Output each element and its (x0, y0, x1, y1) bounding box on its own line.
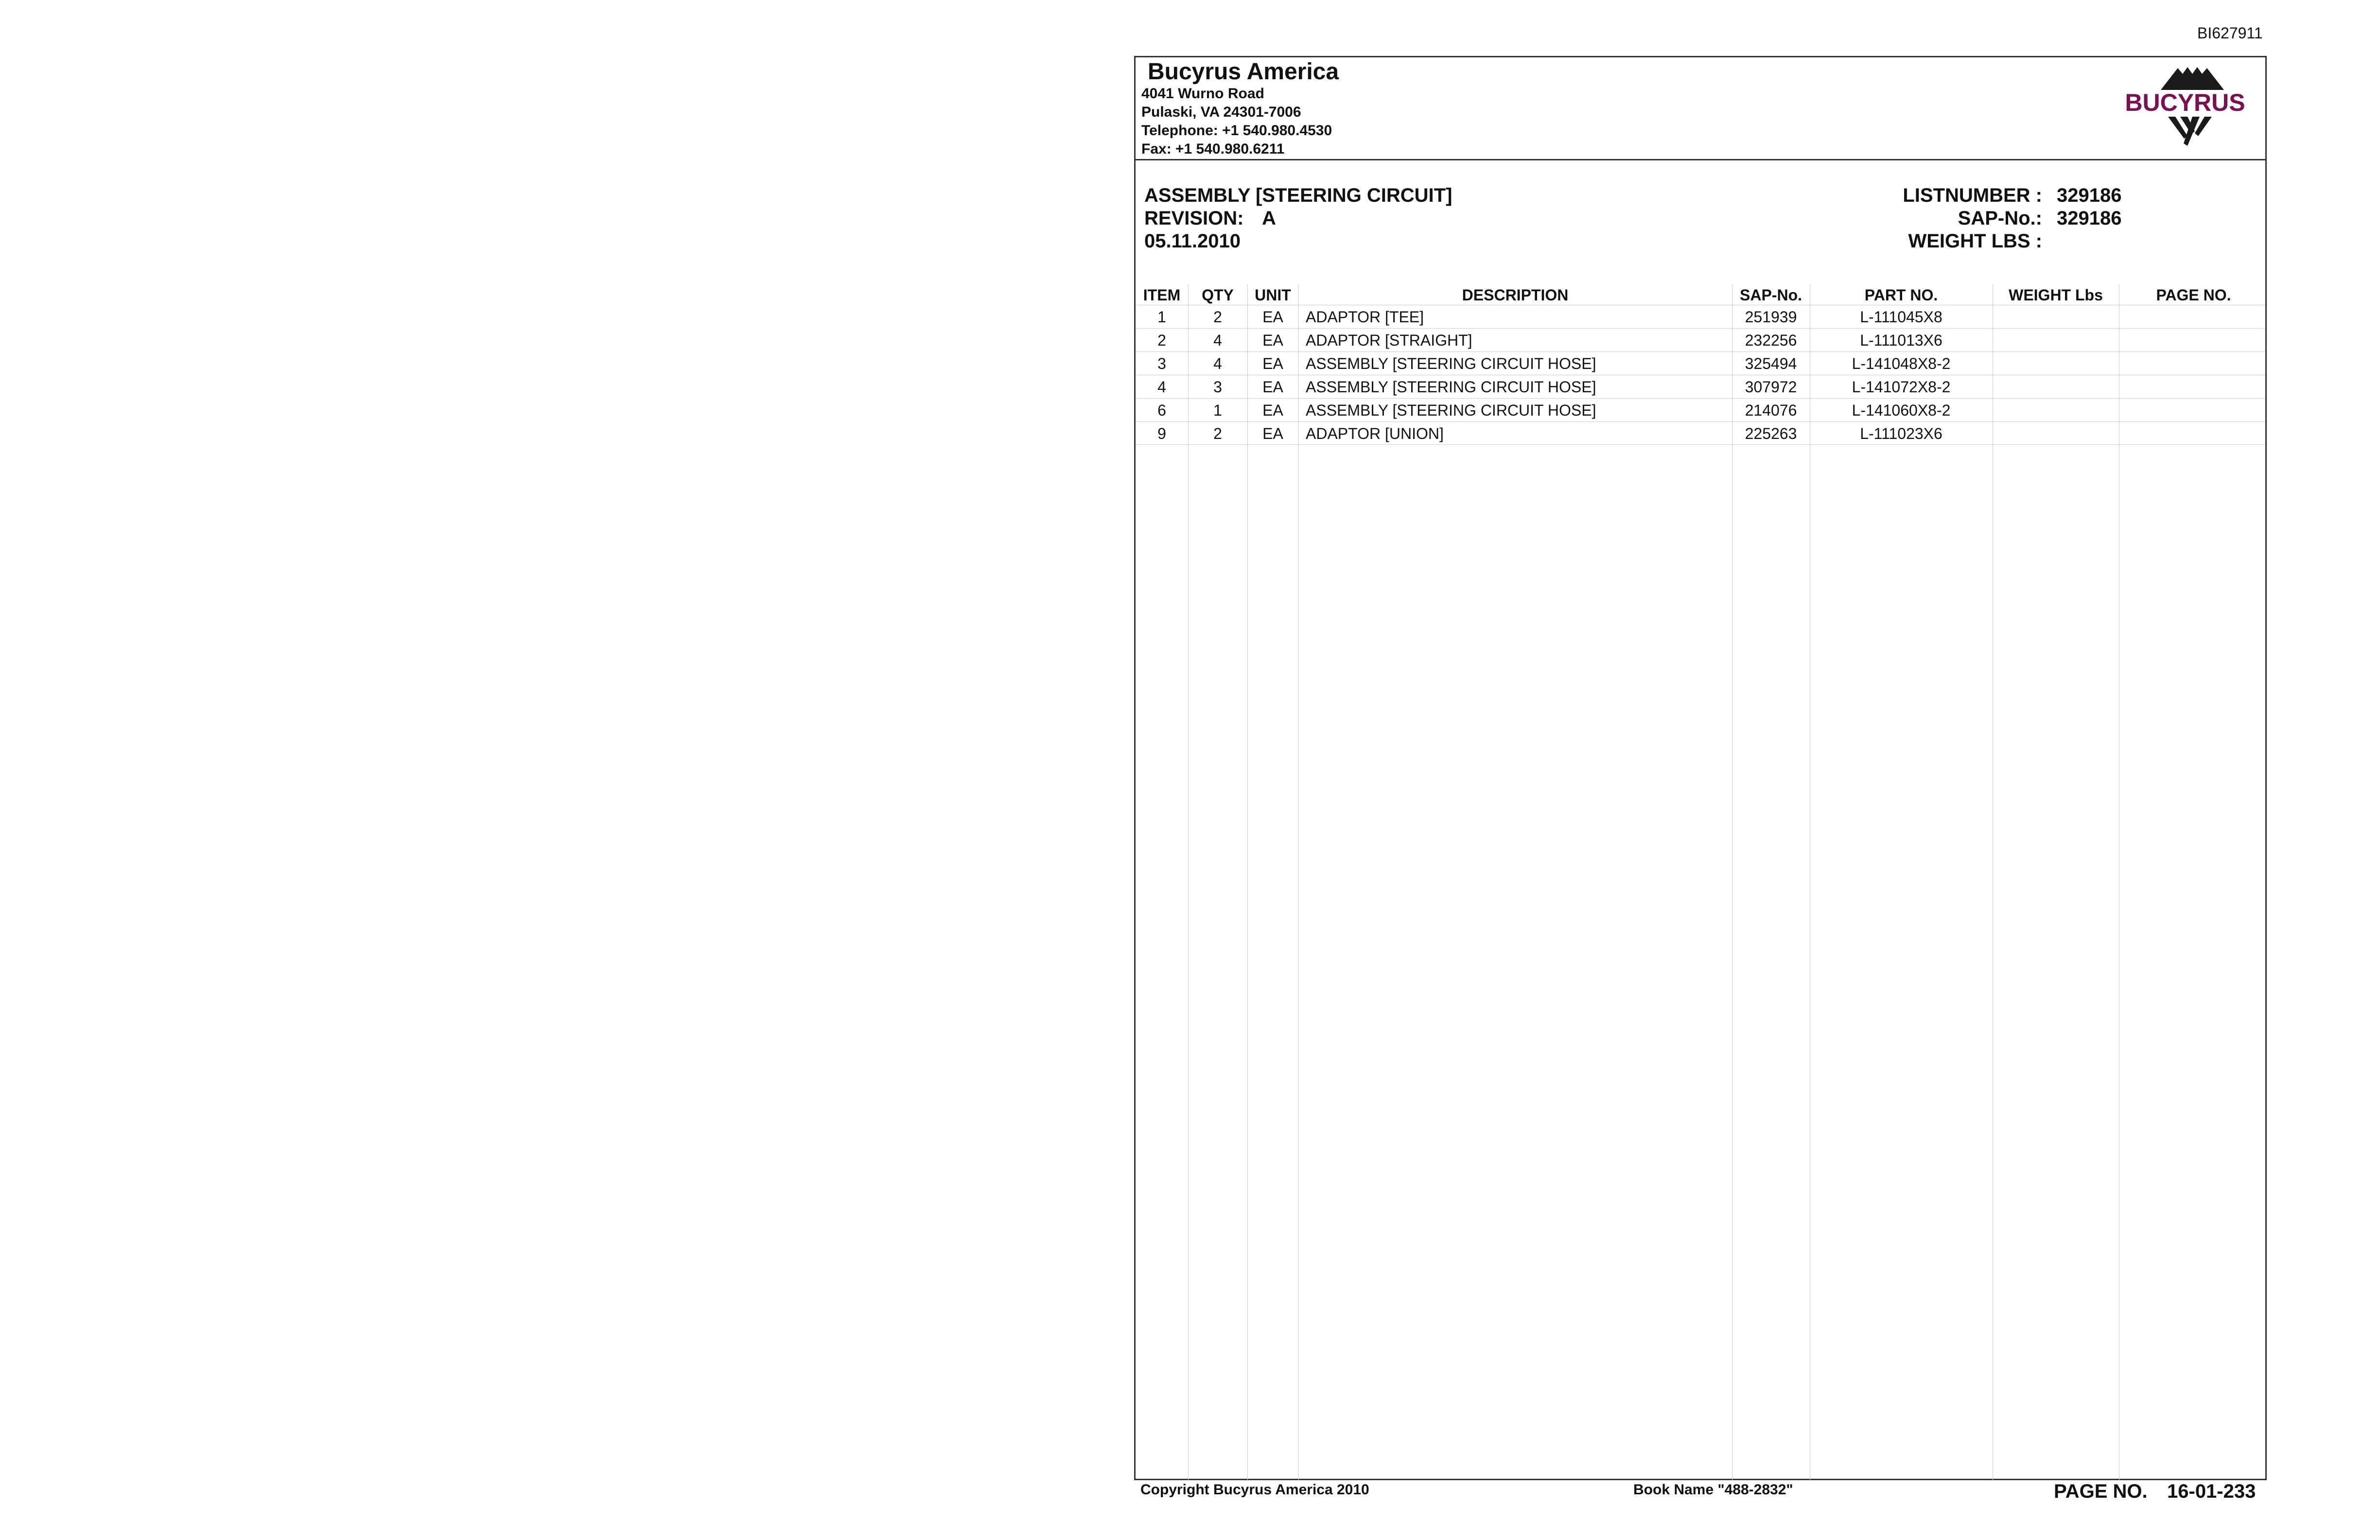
column-header-page-no: PAGE NO. (2156, 286, 2231, 304)
company-telephone: Telephone: +1 540.980.4530 (1141, 122, 1332, 139)
table-header (1136, 284, 2265, 305)
cell-description: ASSEMBLY [STEERING CIRCUIT HOSE] (1306, 355, 1596, 372)
column-header-unit: UNIT (1255, 286, 1291, 304)
company-address-line1: 4041 Wurno Road (1141, 86, 1264, 102)
cell-item: 4 (1157, 378, 1166, 396)
column-header-sap-no: SAP-No. (1740, 286, 1802, 304)
cell-unit: EA (1262, 425, 1283, 442)
footer-page-label: PAGE NO. (2054, 1481, 2148, 1502)
footer-copyright: Copyright Bucyrus America 2010 (1140, 1482, 1369, 1498)
company-name: Bucyrus America (1148, 59, 1339, 85)
company-header (1136, 57, 2265, 160)
cell-part-no: L-141048X8-2 (1852, 355, 1951, 372)
cell-sap-no: 325494 (1745, 355, 1797, 372)
cell-description: ADAPTOR [TEE] (1306, 308, 1424, 326)
cell-description: ADAPTOR [STRAIGHT] (1306, 332, 1472, 349)
parts-list-sheet (1134, 56, 2267, 1480)
footer-page-number: 16-01-233 (2167, 1481, 2256, 1502)
column-divider (1298, 284, 1299, 1480)
logo-wordmark: BUCYRUS (2125, 89, 2245, 116)
revision-value: A (1262, 208, 1276, 229)
sapno-label: SAP-No.: (1958, 208, 2042, 229)
cell-item: 1 (1157, 308, 1166, 326)
cell-item: 3 (1157, 355, 1166, 372)
bucyrus-logo (2115, 63, 2256, 151)
cell-unit: EA (1262, 308, 1283, 326)
cell-item: 6 (1157, 402, 1166, 419)
cell-unit: EA (1262, 355, 1283, 372)
cell-unit: EA (1262, 402, 1283, 419)
cell-item: 9 (1157, 425, 1166, 442)
cell-qty: 2 (1213, 308, 1222, 326)
table-row (1136, 351, 2265, 375)
listnumber-value: 329186 (2057, 185, 2122, 206)
table-row (1136, 421, 2265, 445)
column-header-item: ITEM (1143, 286, 1181, 304)
document-id: BI627911 (2197, 24, 2263, 42)
company-fax: Fax: +1 540.980.6211 (1141, 141, 1285, 157)
company-address-line2: Pulaski, VA 24301-7006 (1141, 104, 1301, 120)
cell-qty: 3 (1213, 378, 1222, 396)
cell-part-no: L-111045X8 (1860, 308, 1942, 326)
footer-book-name: Book Name "488-2832" (1633, 1482, 1793, 1498)
cell-sap-no: 307972 (1745, 378, 1797, 396)
issue-date: 05.11.2010 (1144, 230, 1241, 252)
cell-qty: 4 (1213, 355, 1222, 372)
cell-part-no: L-111013X6 (1860, 332, 1942, 349)
cell-qty: 1 (1213, 402, 1222, 419)
column-header-weight: WEIGHT Lbs (2009, 286, 2103, 304)
revision-label: REVISION: (1144, 208, 1244, 229)
cell-item: 2 (1157, 332, 1166, 349)
cell-sap-no: 251939 (1745, 308, 1797, 326)
cell-sap-no: 214076 (1745, 402, 1797, 419)
table-row (1136, 375, 2265, 398)
column-divider (1188, 284, 1189, 1480)
cell-part-no: L-141072X8-2 (1852, 378, 1951, 396)
cell-unit: EA (1262, 378, 1283, 396)
cell-qty: 4 (1213, 332, 1222, 349)
listnumber-label: LISTNUMBER : (1903, 185, 2042, 206)
column-header-part-no: PART NO. (1864, 286, 1938, 304)
cell-sap-no: 225263 (1745, 425, 1797, 442)
column-divider (1247, 284, 1248, 1480)
cell-qty: 2 (1213, 425, 1222, 442)
weight-label: WEIGHT LBS : (1908, 230, 2042, 252)
table-row (1136, 328, 2265, 351)
table-row (1136, 398, 2265, 421)
cell-part-no: L-111023X6 (1860, 425, 1942, 442)
cell-part-no: L-141060X8-2 (1852, 402, 1951, 419)
assembly-title-block (1136, 160, 2265, 284)
cell-unit: EA (1262, 332, 1283, 349)
column-header-description: DESCRIPTION (1462, 286, 1569, 304)
sapno-value: 329186 (2057, 208, 2122, 229)
cell-description: ASSEMBLY [STEERING CIRCUIT HOSE] (1306, 402, 1596, 419)
table-row (1136, 305, 2265, 328)
cell-description: ADAPTOR [UNION] (1306, 425, 1444, 442)
column-header-qty: QTY (1202, 286, 1234, 304)
cell-description: ASSEMBLY [STEERING CIRCUIT HOSE] (1306, 378, 1596, 396)
cell-sap-no: 232256 (1745, 332, 1797, 349)
assembly-title: ASSEMBLY [STEERING CIRCUIT] (1144, 185, 1452, 206)
